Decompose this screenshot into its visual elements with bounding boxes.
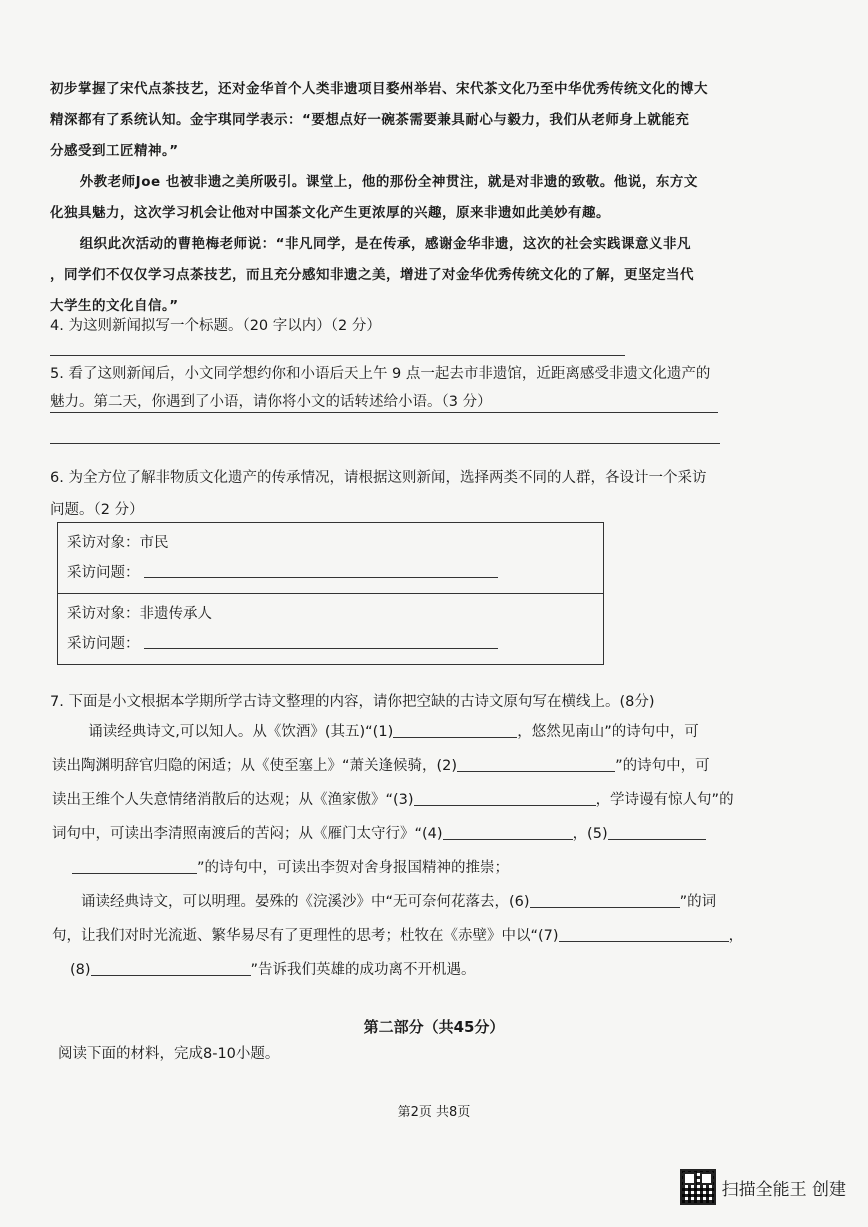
poem-text: ，悠然见南山”的诗句中，可 bbox=[517, 724, 699, 740]
question-5-line: 5. 看了这则新闻后，小文同学想约你和小语后天上午 9 点一起去市非遗馆，近距离感受非遗文化遗产的 bbox=[50, 366, 711, 382]
passage-line: 外教老师Joe 也被非遗之美所吸引。课堂上，他的那份全神贯注，就是对非遗的致敬。他说，东方文 bbox=[79, 174, 698, 190]
answer-line-q5[interactable] bbox=[50, 443, 720, 444]
page-footer: 第2页 共8页 bbox=[397, 1105, 471, 1120]
poem-text: 诵读经典诗文,可以知人。从《饮酒》(其五)“(1) bbox=[88, 724, 394, 740]
poem-text: ”告诉我们英雄的成功离不开机遇。 bbox=[250, 962, 476, 978]
question-6 bbox=[50, 462, 810, 526]
blank-6[interactable] bbox=[530, 891, 680, 908]
question-4 bbox=[50, 312, 810, 340]
poem-text: ”的诗句中，可 bbox=[615, 758, 710, 774]
scanner-watermark bbox=[680, 1169, 846, 1205]
passage-line: 初步掌握了宋代点茶技艺，还对金华首个人类非遗项目婺州举岩、宋代茶文化乃至中华优秀传统文化的博大 bbox=[50, 81, 708, 97]
question-6-line: 6. 为全方位了解非物质文化遗产的传承情况，请根据这则新闻，选择两类不同的人群，各设计一个采访 bbox=[50, 470, 707, 486]
poem-text: 句，让我们对时光流逝、繁华易尽有了更理性的思考；杜牧在《赤壁》中以“(7) bbox=[52, 928, 559, 944]
interview-table bbox=[57, 522, 604, 665]
blank-1[interactable] bbox=[393, 721, 517, 738]
interview-answer-blank[interactable] bbox=[144, 577, 498, 578]
news-passage bbox=[50, 74, 840, 322]
watermark-text: 扫描全能王 创建 bbox=[721, 1179, 846, 1200]
blank-2[interactable] bbox=[457, 755, 615, 772]
poem-text: ，(5) bbox=[572, 826, 608, 842]
interview-target: 采访对象：市民 bbox=[67, 535, 169, 551]
passage-line: ，同学们不仅仅学习点茶技艺，而且充分感知非遗之美，增进了对金华优秀传统文化的了解，更坚定当代 bbox=[50, 267, 694, 283]
poem-text: ”的诗句中，可读出李贺对舍身报国精神的推崇； bbox=[197, 860, 510, 876]
question-5-line: 魅力。第二天，你遇到了小语，请你将小文的话转述给小语。（3 分） bbox=[50, 394, 492, 410]
question-7-title bbox=[50, 688, 810, 716]
poem-text: ，学诗谩有惊人句”的 bbox=[595, 792, 734, 808]
question-4-text: 4. 为这则新闻拟写一个标题。（20 字以内）（2 分） bbox=[50, 318, 381, 334]
poem-text: 诵读经典诗文，可以明理。晏殊的《浣溪沙》中“无可奈何花落去，(6) bbox=[81, 894, 530, 910]
blank-5[interactable] bbox=[608, 823, 706, 840]
interview-cell-inheritor bbox=[58, 593, 603, 664]
poem-text: 词句中，可读出李清照南渡后的苦闷；从《雁门太守行》“(4) bbox=[52, 826, 443, 842]
poem-text: ”的词 bbox=[679, 894, 717, 910]
poem-text: 读出王维个人失意情绪消散后的达观；从《渔家傲》“(3) bbox=[52, 792, 414, 808]
blank-5-continued[interactable] bbox=[72, 857, 197, 874]
section-2-instruction: 阅读下面的材料，完成8-10小题。 bbox=[58, 1046, 280, 1062]
passage-line: 组织此次活动的曹艳梅老师说：“非凡同学，是在传承，感谢金华非遗，这次的社会实践课意义非凡 bbox=[79, 236, 692, 252]
question-6-line: 问题。（2 分） bbox=[50, 502, 144, 518]
interview-target: 采访对象：非遗传承人 bbox=[67, 606, 212, 622]
interview-cell-citizen bbox=[58, 523, 603, 593]
question-7-text: 7. 下面是小文根据本学期所学古诗文整理的内容，请你把空缺的古诗文原句写在横线上。(8分) bbox=[50, 694, 655, 710]
blank-3[interactable] bbox=[414, 789, 596, 806]
question-7-body bbox=[52, 715, 792, 987]
answer-line-q4[interactable] bbox=[50, 355, 625, 356]
blank-8[interactable] bbox=[91, 959, 251, 976]
passage-line: 分感受到工匠精神。” bbox=[50, 143, 179, 159]
blank-7[interactable] bbox=[559, 925, 729, 942]
poem-text: ， bbox=[728, 928, 744, 944]
blank-4[interactable] bbox=[443, 823, 573, 840]
qr-code-icon bbox=[680, 1169, 716, 1205]
question-5 bbox=[50, 360, 810, 416]
answer-line-q5[interactable] bbox=[50, 412, 718, 413]
passage-line: 精深都有了系统认知。金宇琪同学表示：“要想点好一碗茶需要兼具耐心与毅力，我们从老师身上就能充 bbox=[50, 112, 690, 128]
poem-text: 读出陶渊明辞官归隐的闲适；从《使至塞上》“萧关逢候骑，(2) bbox=[52, 758, 458, 774]
interview-question-label: 采访问题： bbox=[67, 636, 140, 652]
interview-answer-blank[interactable] bbox=[144, 648, 498, 649]
passage-line: 化独具魅力，这次学习机会让他对中国茶文化产生更浓厚的兴趣，原来非遗如此美妙有趣。 bbox=[50, 205, 610, 221]
poem-text: (8) bbox=[70, 962, 91, 978]
section-2-title: 第二部分（共45分） bbox=[363, 1018, 505, 1036]
interview-question-label: 采访问题： bbox=[67, 565, 140, 581]
passage-line: 大学生的文化自信。” bbox=[50, 298, 179, 314]
